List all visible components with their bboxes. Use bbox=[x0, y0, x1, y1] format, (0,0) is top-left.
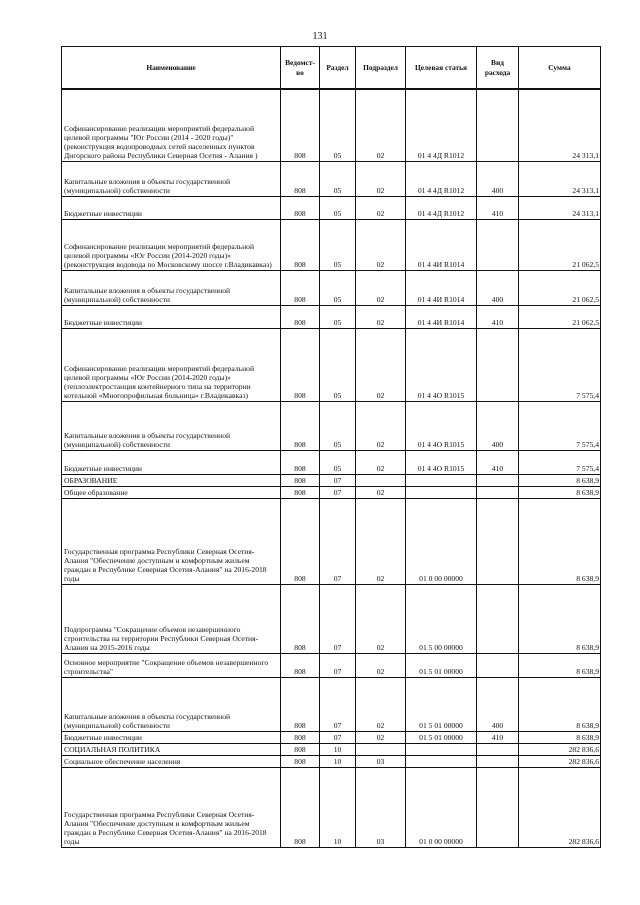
row-sum: 8 638,9 bbox=[519, 677, 601, 731]
row-department: 808 bbox=[281, 767, 320, 847]
table-row bbox=[62, 196, 601, 219]
row-section: 07 bbox=[320, 653, 356, 677]
table-row bbox=[62, 498, 601, 584]
row-expense-type bbox=[477, 486, 519, 498]
row-name: СОЦИАЛЬНАЯ ПОЛИТИКА bbox=[62, 743, 281, 755]
row-expense-type: 410 bbox=[477, 731, 519, 743]
row-department: 808 bbox=[281, 401, 320, 450]
row-name: Софинансирование реализации мероприятий федеральной целевой программы «Юг России (2014-2020 годы)» (теплоэлектростанция контейнерного типа на территории котельной «Многопрофильная больница» г.Владикавказ) bbox=[62, 328, 281, 401]
row-section: 05 bbox=[320, 328, 356, 401]
row-expense-type: 400 bbox=[477, 677, 519, 731]
row-name: Софинансирование реализации мероприятий федеральной целевой программы «Юг России (2014-2020 годы)» (реконструкция водовода по Московскому шоссе г.Владикавказ) bbox=[62, 219, 281, 270]
row-subsection: 02 bbox=[356, 486, 406, 498]
row-section: 05 bbox=[320, 401, 356, 450]
row-section: 05 bbox=[320, 161, 356, 196]
row-sum: 7 575,4 bbox=[519, 450, 601, 474]
row-target-article: 01 5 00 00000 bbox=[406, 584, 477, 653]
row-expense-type: 400 bbox=[477, 270, 519, 305]
row-name: Общее образование bbox=[62, 486, 281, 498]
row-subsection bbox=[356, 743, 406, 755]
table-row bbox=[62, 89, 601, 161]
row-subsection: 02 bbox=[356, 161, 406, 196]
row-target-article: 01 5 01 00000 bbox=[406, 731, 477, 743]
row-section: 05 bbox=[320, 196, 356, 219]
row-section: 10 bbox=[320, 743, 356, 755]
header-sum: Сумма bbox=[519, 47, 601, 90]
row-target-article: 01 0 00 00000 bbox=[406, 498, 477, 584]
row-name: Капитальные вложения в объекты государственной (муниципальной) собственности bbox=[62, 677, 281, 731]
row-name: Капитальные вложения в объекты государственной (муниципальной) собственности bbox=[62, 401, 281, 450]
row-department: 808 bbox=[281, 743, 320, 755]
row-name: Социальное обеспечение населения bbox=[62, 755, 281, 767]
row-name: Капитальные вложения в объекты государственной (муниципальной) собственности bbox=[62, 270, 281, 305]
table-row bbox=[62, 767, 601, 847]
row-expense-type: 400 bbox=[477, 161, 519, 196]
header-name: Наименование bbox=[62, 47, 281, 90]
table-header-row bbox=[62, 47, 601, 90]
row-department: 808 bbox=[281, 270, 320, 305]
row-target-article: 01 4 4О R1015 bbox=[406, 401, 477, 450]
row-sum: 8 638,9 bbox=[519, 474, 601, 486]
row-sum: 21 062,5 bbox=[519, 219, 601, 270]
row-department: 808 bbox=[281, 196, 320, 219]
table-row bbox=[62, 305, 601, 328]
row-expense-type bbox=[477, 755, 519, 767]
row-subsection: 02 bbox=[356, 450, 406, 474]
row-sum: 8 638,9 bbox=[519, 498, 601, 584]
table-row bbox=[62, 755, 601, 767]
row-department: 808 bbox=[281, 584, 320, 653]
row-section: 05 bbox=[320, 450, 356, 474]
row-target-article: 01 4 4Д R1012 bbox=[406, 196, 477, 219]
row-subsection: 02 bbox=[356, 653, 406, 677]
row-target-article: 01 4 4И R1014 bbox=[406, 270, 477, 305]
row-expense-type bbox=[477, 89, 519, 161]
row-target-article: 01 4 4И R1014 bbox=[406, 219, 477, 270]
row-section: 07 bbox=[320, 584, 356, 653]
row-department: 808 bbox=[281, 731, 320, 743]
row-expense-type bbox=[477, 584, 519, 653]
row-subsection: 03 bbox=[356, 767, 406, 847]
table-row bbox=[62, 584, 601, 653]
row-sum: 24 313,1 bbox=[519, 89, 601, 161]
row-section: 05 bbox=[320, 219, 356, 270]
row-expense-type: 410 bbox=[477, 196, 519, 219]
row-department: 808 bbox=[281, 653, 320, 677]
row-name: Бюджетные инвестиции bbox=[62, 196, 281, 219]
row-sum: 282 836,6 bbox=[519, 767, 601, 847]
row-name: Государственная программа Республики Северная Осетия-Алания "Обеспечение доступным и комфортным жильем граждан в Республике Северная Осетия-Алания" на 2016-2018 годы bbox=[62, 767, 281, 847]
table-row bbox=[62, 219, 601, 270]
table-row bbox=[62, 474, 601, 486]
table-row bbox=[62, 731, 601, 743]
row-department: 808 bbox=[281, 755, 320, 767]
row-sum: 7 575,4 bbox=[519, 401, 601, 450]
table-row bbox=[62, 653, 601, 677]
row-expense-type: 400 bbox=[477, 401, 519, 450]
row-department: 808 bbox=[281, 328, 320, 401]
row-department: 808 bbox=[281, 486, 320, 498]
row-expense-type bbox=[477, 328, 519, 401]
header-section: Раздел bbox=[320, 47, 356, 90]
row-section: 07 bbox=[320, 731, 356, 743]
row-expense-type: 410 bbox=[477, 305, 519, 328]
row-subsection: 02 bbox=[356, 731, 406, 743]
row-expense-type bbox=[477, 498, 519, 584]
row-subsection: 03 bbox=[356, 755, 406, 767]
row-subsection: 02 bbox=[356, 89, 406, 161]
row-subsection: 02 bbox=[356, 270, 406, 305]
table-row bbox=[62, 743, 601, 755]
row-department: 808 bbox=[281, 474, 320, 486]
row-target-article: 01 5 01 00000 bbox=[406, 653, 477, 677]
row-department: 808 bbox=[281, 219, 320, 270]
row-name: Государственная программа Республики Северная Осетия-Алания "Обеспечение доступным и комфортным жильем граждан в Республике Северная Осетия-Алания" на 2016-2018 годы bbox=[62, 498, 281, 584]
row-target-article bbox=[406, 486, 477, 498]
row-section: 07 bbox=[320, 498, 356, 584]
row-department: 808 bbox=[281, 305, 320, 328]
row-name: Подпрограмма "Сокращение объемов незавершенного строительства на территории Республики Северная Осетия-Алания на 2015-2016 годы bbox=[62, 584, 281, 653]
row-target-article: 01 4 4Д R1012 bbox=[406, 161, 477, 196]
row-subsection: 02 bbox=[356, 401, 406, 450]
row-sum: 24 313,1 bbox=[519, 161, 601, 196]
row-sum: 24 313,1 bbox=[519, 196, 601, 219]
row-sum: 7 575,4 bbox=[519, 328, 601, 401]
row-section: 10 bbox=[320, 755, 356, 767]
row-target-article bbox=[406, 755, 477, 767]
page-number: 131 bbox=[312, 31, 328, 42]
row-sum: 282 836,6 bbox=[519, 755, 601, 767]
row-section: 05 bbox=[320, 89, 356, 161]
header-target-article: Целевая статья bbox=[406, 47, 477, 90]
row-subsection: 02 bbox=[356, 196, 406, 219]
budget-table bbox=[61, 46, 601, 848]
row-subsection: 02 bbox=[356, 498, 406, 584]
row-expense-type bbox=[477, 743, 519, 755]
table-row bbox=[62, 401, 601, 450]
row-name: Бюджетные инвестиции bbox=[62, 450, 281, 474]
row-name: Бюджетные инвестиции bbox=[62, 305, 281, 328]
row-name: Капитальные вложения в объекты государственной (муниципальной) собственности bbox=[62, 161, 281, 196]
row-target-article: 01 5 01 00000 bbox=[406, 677, 477, 731]
row-subsection: 02 bbox=[356, 305, 406, 328]
row-expense-type bbox=[477, 219, 519, 270]
row-target-article: 01 4 4О R1015 bbox=[406, 328, 477, 401]
row-sum: 8 638,9 bbox=[519, 486, 601, 498]
row-target-article: 01 4 4И R1014 bbox=[406, 305, 477, 328]
row-name: Софинансирование реализации мероприятий федеральной целевой программы "Юг России (2014 - 2020 годы)" (реконструкция водопроводных сетей населенных пунктов Дигорского района Республики Северная Осетия - Алания ) bbox=[62, 89, 281, 161]
row-section: 10 bbox=[320, 767, 356, 847]
row-department: 808 bbox=[281, 498, 320, 584]
row-subsection: 02 bbox=[356, 328, 406, 401]
table-row bbox=[62, 486, 601, 498]
row-name: ОБРАЗОВАНИЕ bbox=[62, 474, 281, 486]
row-subsection: 02 bbox=[356, 584, 406, 653]
row-department: 808 bbox=[281, 89, 320, 161]
header-expense-type: Вид расхода bbox=[477, 47, 519, 90]
table-row bbox=[62, 450, 601, 474]
row-expense-type bbox=[477, 474, 519, 486]
row-sum: 282 836,6 bbox=[519, 743, 601, 755]
row-sum: 8 638,9 bbox=[519, 653, 601, 677]
table-row bbox=[62, 677, 601, 731]
row-sum: 8 638,9 bbox=[519, 584, 601, 653]
row-target-article bbox=[406, 474, 477, 486]
row-target-article: 01 0 00 00000 bbox=[406, 767, 477, 847]
row-target-article: 01 4 4Д R1012 bbox=[406, 89, 477, 161]
row-section: 05 bbox=[320, 305, 356, 328]
row-expense-type bbox=[477, 653, 519, 677]
row-target-article bbox=[406, 743, 477, 755]
table-row bbox=[62, 328, 601, 401]
row-expense-type bbox=[477, 767, 519, 847]
row-section: 07 bbox=[320, 677, 356, 731]
row-expense-type: 410 bbox=[477, 450, 519, 474]
row-name: Бюджетные инвестиции bbox=[62, 731, 281, 743]
row-target-article: 01 4 4О R1015 bbox=[406, 450, 477, 474]
row-section: 05 bbox=[320, 270, 356, 305]
row-sum: 21 062,5 bbox=[519, 305, 601, 328]
row-department: 808 bbox=[281, 161, 320, 196]
row-subsection bbox=[356, 474, 406, 486]
header-subsection: Подраздел bbox=[356, 47, 406, 90]
row-subsection: 02 bbox=[356, 677, 406, 731]
header-department: Ведомст-во bbox=[281, 47, 320, 90]
row-section: 07 bbox=[320, 474, 356, 486]
row-section: 07 bbox=[320, 486, 356, 498]
row-name: Основное мероприятие "Сокращение объемов незавершенного строительства" bbox=[62, 653, 281, 677]
table-row bbox=[62, 161, 601, 196]
row-department: 808 bbox=[281, 677, 320, 731]
row-subsection: 02 bbox=[356, 219, 406, 270]
table-row bbox=[62, 270, 601, 305]
row-sum: 8 638,9 bbox=[519, 731, 601, 743]
row-sum: 21 062,5 bbox=[519, 270, 601, 305]
row-department: 808 bbox=[281, 450, 320, 474]
